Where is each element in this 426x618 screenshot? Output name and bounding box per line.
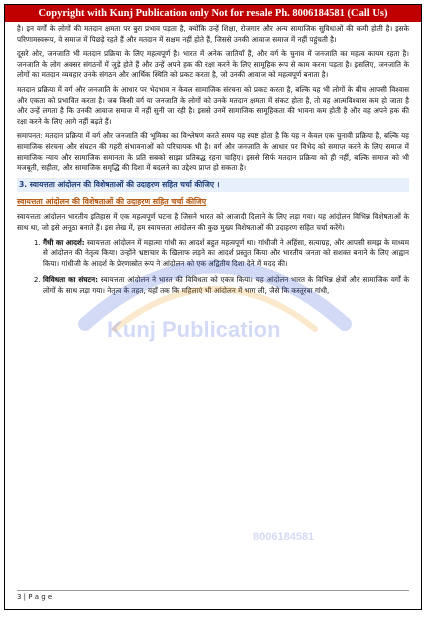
list-item: [43, 238, 409, 270]
page-footer: 3 | P a g e: [17, 590, 409, 601]
paragraph: दूसरे ओर, जनजाति भी मतदान प्रक्रिया के लिए महत्वपूर्ण है। भारत में अनेक जातियाँ हैं, और वर्ग के चुनाव में जनजाति का महत्व कायम रहता है। जनजाति के लोग अक्सर संगठनों में जुड़े होते हैं और उन्हें अपने हक की रक्षा करने के लिए सामूहिक रूप से काम करना पड़ता है। इसलिए, जनजाति के लोगों का मतदान व्यवहार उनके संगठन और आर्थिक स्थिति को प्रकट करता है, जो उनकी आवाज को महत्वपूर्ण बनाता है।: [17, 49, 409, 80]
copyright-header: Copyright with Kunj Publication only Not for resale Ph. 8006184581 (Call Us): [5, 5, 421, 22]
list-item-title: गैंधी का आदर्श:: [43, 237, 85, 247]
watermark-text: Kunj Publication: [107, 317, 281, 342]
list-item-text: स्वायत्तता आंदोलन ने भारत की विविधता को एकत्र किया। यह आंदोलन भारत के विभिन्न क्षेत्रों और सामाजिक वर्गों के लोगों के साथ लड़ा गया। नेतृत्व के तहत, यहाँ तक कि महिलाएं भी आंदोलन में भाग ली, जैसे कि कस्तूरबा गांधी,: [43, 275, 409, 295]
paragraph: समापनत: मतदान प्रक्रिया में वर्ग और जनजाति की भूमिका का विश्लेषण करते समय यह स्पष्ट होता है कि यह न केवल एक चुनावी प्रक्रिया है, बल्कि यह सामाजिक संरचना और संघटन की गहरी संभावनाओं को परिचायक भी है। वर्ग और जनजाति के आधार पर विभेद को समाप्त करने के लिए समाज में सामाजिक न्याय और सामाजिक समानता के प्रति सबको साझा प्रतिबद्ध रहना चाहिए। इससे सिर्फ मतदान प्रक्रिया को ही नहीं, बल्कि समाज को भी मजबूती, सहीता, और सामाजिक समृद्धि की दिशा में बदलने का उद्देश्य प्राप्त हो सकता है।: [17, 131, 409, 173]
watermark-phone: 8006184581: [253, 531, 315, 543]
paragraph: है। इन वर्गों के लोगों की मतदान क्षमता पर बुरा प्रभाव पड़ता है, क्योंकि उन्हें शिक्षा, रोजगार और अन्य सामाजिक सुविधाओं की कमी होती है। इसके परिणामस्वरूप, वे समाज में पिछड़े रहते हैं और मतदान में सक्षम नहीं होते हैं, जिससे उनकी आवाज समाज में नहीं पहुंचती है।: [17, 24, 409, 44]
paragraph: मतदान प्रक्रिया में वर्ग और जनजाति के आधार पर भेदभाव न केवल सामाजिक संरचना को प्रकट करता है, बल्कि यह भी लोगों के बीच आपसी विश्वास और एकता को प्रभावित करता है। जब किसी वर्ग या जनजाति के लोगों को उनके मतदान क्षमता में संकट होता है, तो वह आत्मविश्वास कम हो जाता है और उन्हें लगता है कि उनकी आवाज समाज में नहीं सुनी जा रही है। इससे उनमें सामाजिक सामूहिकता की भावना कम होती है और वह अपने हक की रक्षा करने के लिए आगे नहीं बढ़ते हैं।: [17, 84, 409, 126]
list-item-text: स्वायत्तता आंदोलन में महात्मा गांधी का आदर्श बहुत महत्वपूर्ण था। गांधीजी ने अहिंसा, सत्याग्रह, और आपसी समझ के माध्यम से आंदोलन की नेतृत्व किया। उन्होंने भ्रष्टाचार के खिलाफ लड़ने का आदर्श प्रस्तुत किया और भारतीय जनता को सशक्त बनाने के लिए आह्वान किया। गांधीजी के आदर्श के प्रेरणास्रोत रूप ने आंदोलन को एक अद्वितीय दिशा देने में मदद की।: [43, 237, 410, 268]
intro-paragraph: स्वायत्तता आंदोलन भारतीय इतिहास में एक महत्वपूर्ण घटना है जिसने भारत को आजादी दिलाने के लिए लड़ा गया। यह आंदोलन विभिन्न विशेषताओं के साथ था, जो इसे अनूठा बनाते हैं। इस लेख में, हम स्वायत्तता आंदोलन की कुछ मुख्य विशेषताओं की उदाहरण सहित चर्चा करेंगे।: [17, 212, 409, 232]
document-page: [4, 4, 422, 610]
page-content: [5, 22, 421, 296]
list-item-title: विविधता का संघटन:: [43, 275, 99, 285]
features-list: [17, 238, 409, 297]
answer-subheading: स्वायत्तता आंदोलन की विशेषताओं की उदाहरण सहित चर्चा कीजिए: [17, 196, 207, 206]
list-item: [43, 275, 409, 296]
question-heading: 3. स्वायत्तता आंदोलन की विशेषताओं की उदाहरण सहित चर्चा कीजिए ।: [17, 178, 409, 192]
